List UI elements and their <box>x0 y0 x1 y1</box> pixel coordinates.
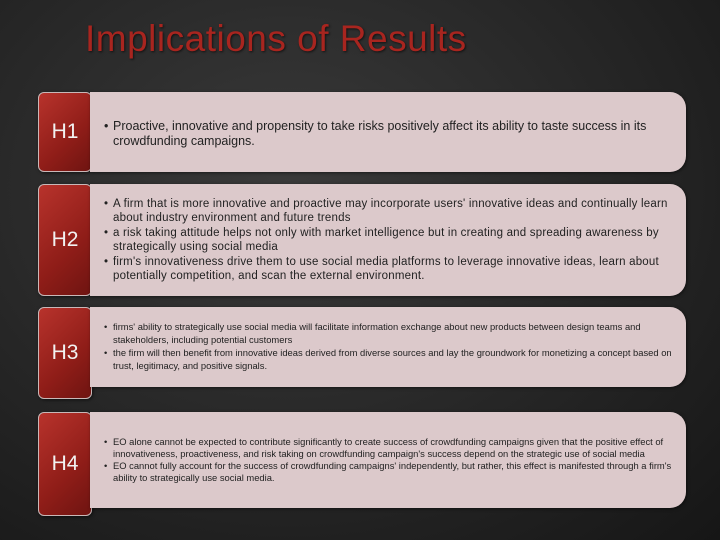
bullet-item: • firms' ability to strategically use social media will facilitate information exchange about new products between design teams and stakeholders, including potential customers <box>104 321 676 347</box>
bullet-item: • the firm will then benefit from innovative ideas derived from diverse sources and lay the groundwork for monetizing a concept based on trust, legitimacy, and positive signals. <box>104 347 676 373</box>
hypothesis-content-box <box>90 184 686 296</box>
hypothesis-label-box <box>38 307 92 399</box>
bullet-item: • EO alone cannot be expected to contribute significantly to create success of crowdfunding campaigns given that the positive effect of innovativeness, proactiveness, and risk taking on crowdfunding campaign's success depend on the strategic use of social media <box>104 436 676 460</box>
hypothesis-label: H4 <box>51 452 79 475</box>
bullet-item: • a risk taking attitude helps not only with market intelligence but in creating and spreading awareness by strategically using social media <box>104 226 676 255</box>
bullet-item: • A firm that is more innovative and proactive may incorporate users' innovative ideas and continually learn about industry environment and future trends <box>104 197 676 226</box>
hypothesis-label-box <box>38 184 92 296</box>
hypothesis-label-box <box>38 92 92 172</box>
hypothesis-content-box <box>90 307 686 387</box>
bullet-item: • EO cannot fully account for the success of crowdfunding campaigns' independently, but rather, this effect is manifested through a firm's ability to strategically use social media. <box>104 460 676 484</box>
hypothesis-content-box <box>90 412 686 508</box>
hypothesis-label: H1 <box>51 120 79 143</box>
hypothesis-content-box <box>90 92 686 172</box>
bullet-item: • firm's innovativeness drive them to use social media platforms to leverage innovative ideas, learn about potentially competition, and scan the external environment. <box>104 255 676 284</box>
hypothesis-label-box <box>38 412 92 516</box>
hypothesis-label: H3 <box>51 341 79 364</box>
slide-title: Implications of Results <box>85 18 467 59</box>
hypothesis-label: H2 <box>51 228 79 251</box>
bullet-item: • Proactive, innovative and propensity to take risks positively affect its ability to taste success in its crowdfunding campaigns. <box>104 119 676 148</box>
